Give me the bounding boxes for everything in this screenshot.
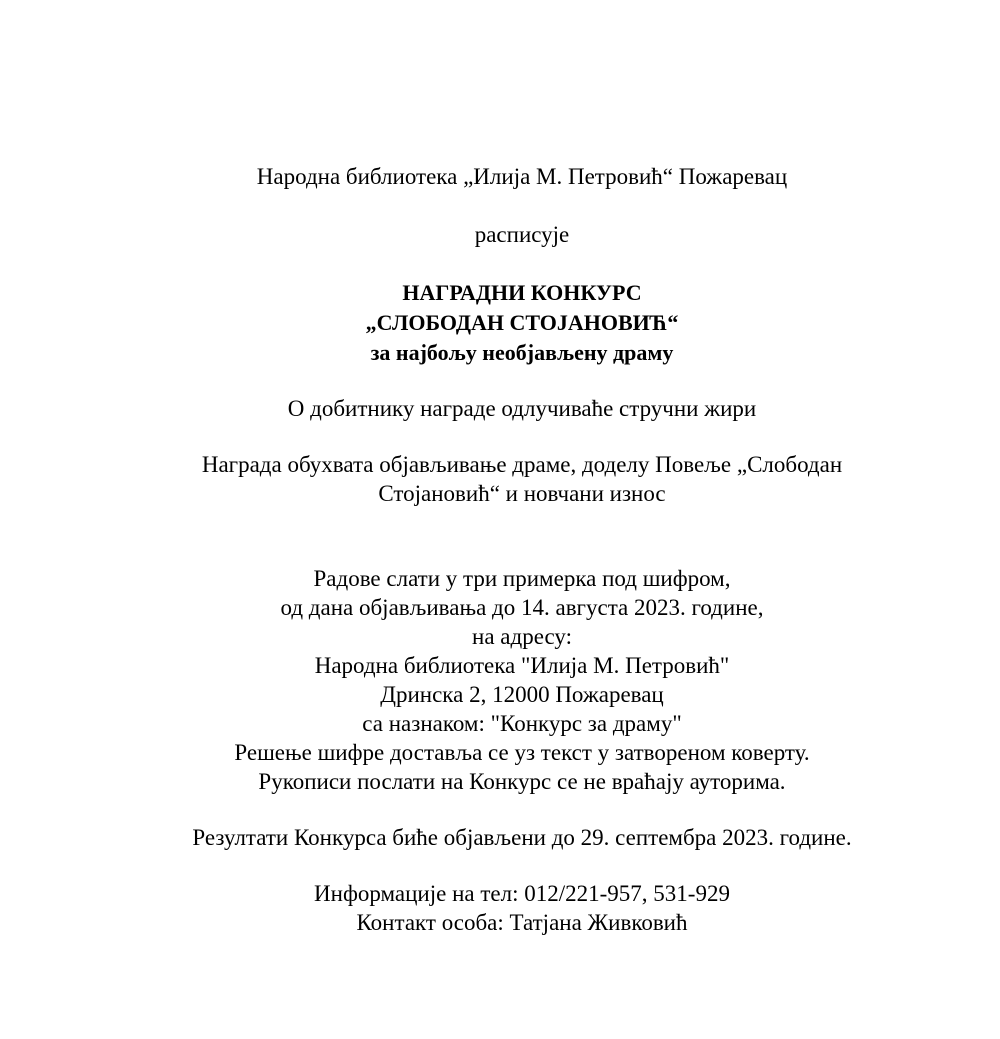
submission-line-2: од дана објављивања до 14. августа 2023. године, bbox=[280, 595, 764, 620]
title-line-1: НАГРАДНИ КОНКУРС bbox=[402, 280, 642, 305]
submission-line-3: на адресу: bbox=[472, 624, 572, 649]
submission-line-1: Радове слати у три примерка под шифром, bbox=[313, 566, 731, 591]
submission-line-6: са назнаком: "Конкурс за драму" bbox=[362, 711, 682, 736]
submission-line-4: Народна библиотека "Илија М. Петровић" bbox=[314, 653, 730, 678]
results-line: Резултати Конкурса биће објављени до 29. септембра 2023. године. bbox=[192, 825, 852, 850]
title-line-2: „СЛОБОДАН СТОЈАНОВИЋ“ bbox=[365, 310, 679, 335]
title-line-3: за најбољу необјављену драму bbox=[370, 340, 674, 365]
contact-phone-line: Информације на тел: 012/221-957, 531-929 bbox=[314, 881, 730, 906]
jury-line: О добитнику награде одлучиваће стручни жири bbox=[287, 396, 757, 421]
publisher-line: Народна библиотека „Илија М. Петровић“ Пожаревац bbox=[256, 164, 788, 189]
submission-line-7: Решење шифре доставља се уз текст у затвореном коверту. bbox=[234, 740, 810, 765]
contact-person-line: Контакт особа: Татјана Живковић bbox=[356, 910, 688, 935]
award-line-2: Стојановић“ и новчани износ bbox=[378, 481, 666, 506]
award-line-1: Награда обухвата објављивање драме, доделу Повеље „Слободан bbox=[201, 452, 843, 477]
submission-line-5: Дринска 2, 12000 Пожаревац bbox=[380, 682, 664, 707]
announces-line: расписује bbox=[474, 222, 570, 247]
submission-line-8: Рукописи послати на Конкурс се не враћају ауторима. bbox=[258, 769, 786, 794]
